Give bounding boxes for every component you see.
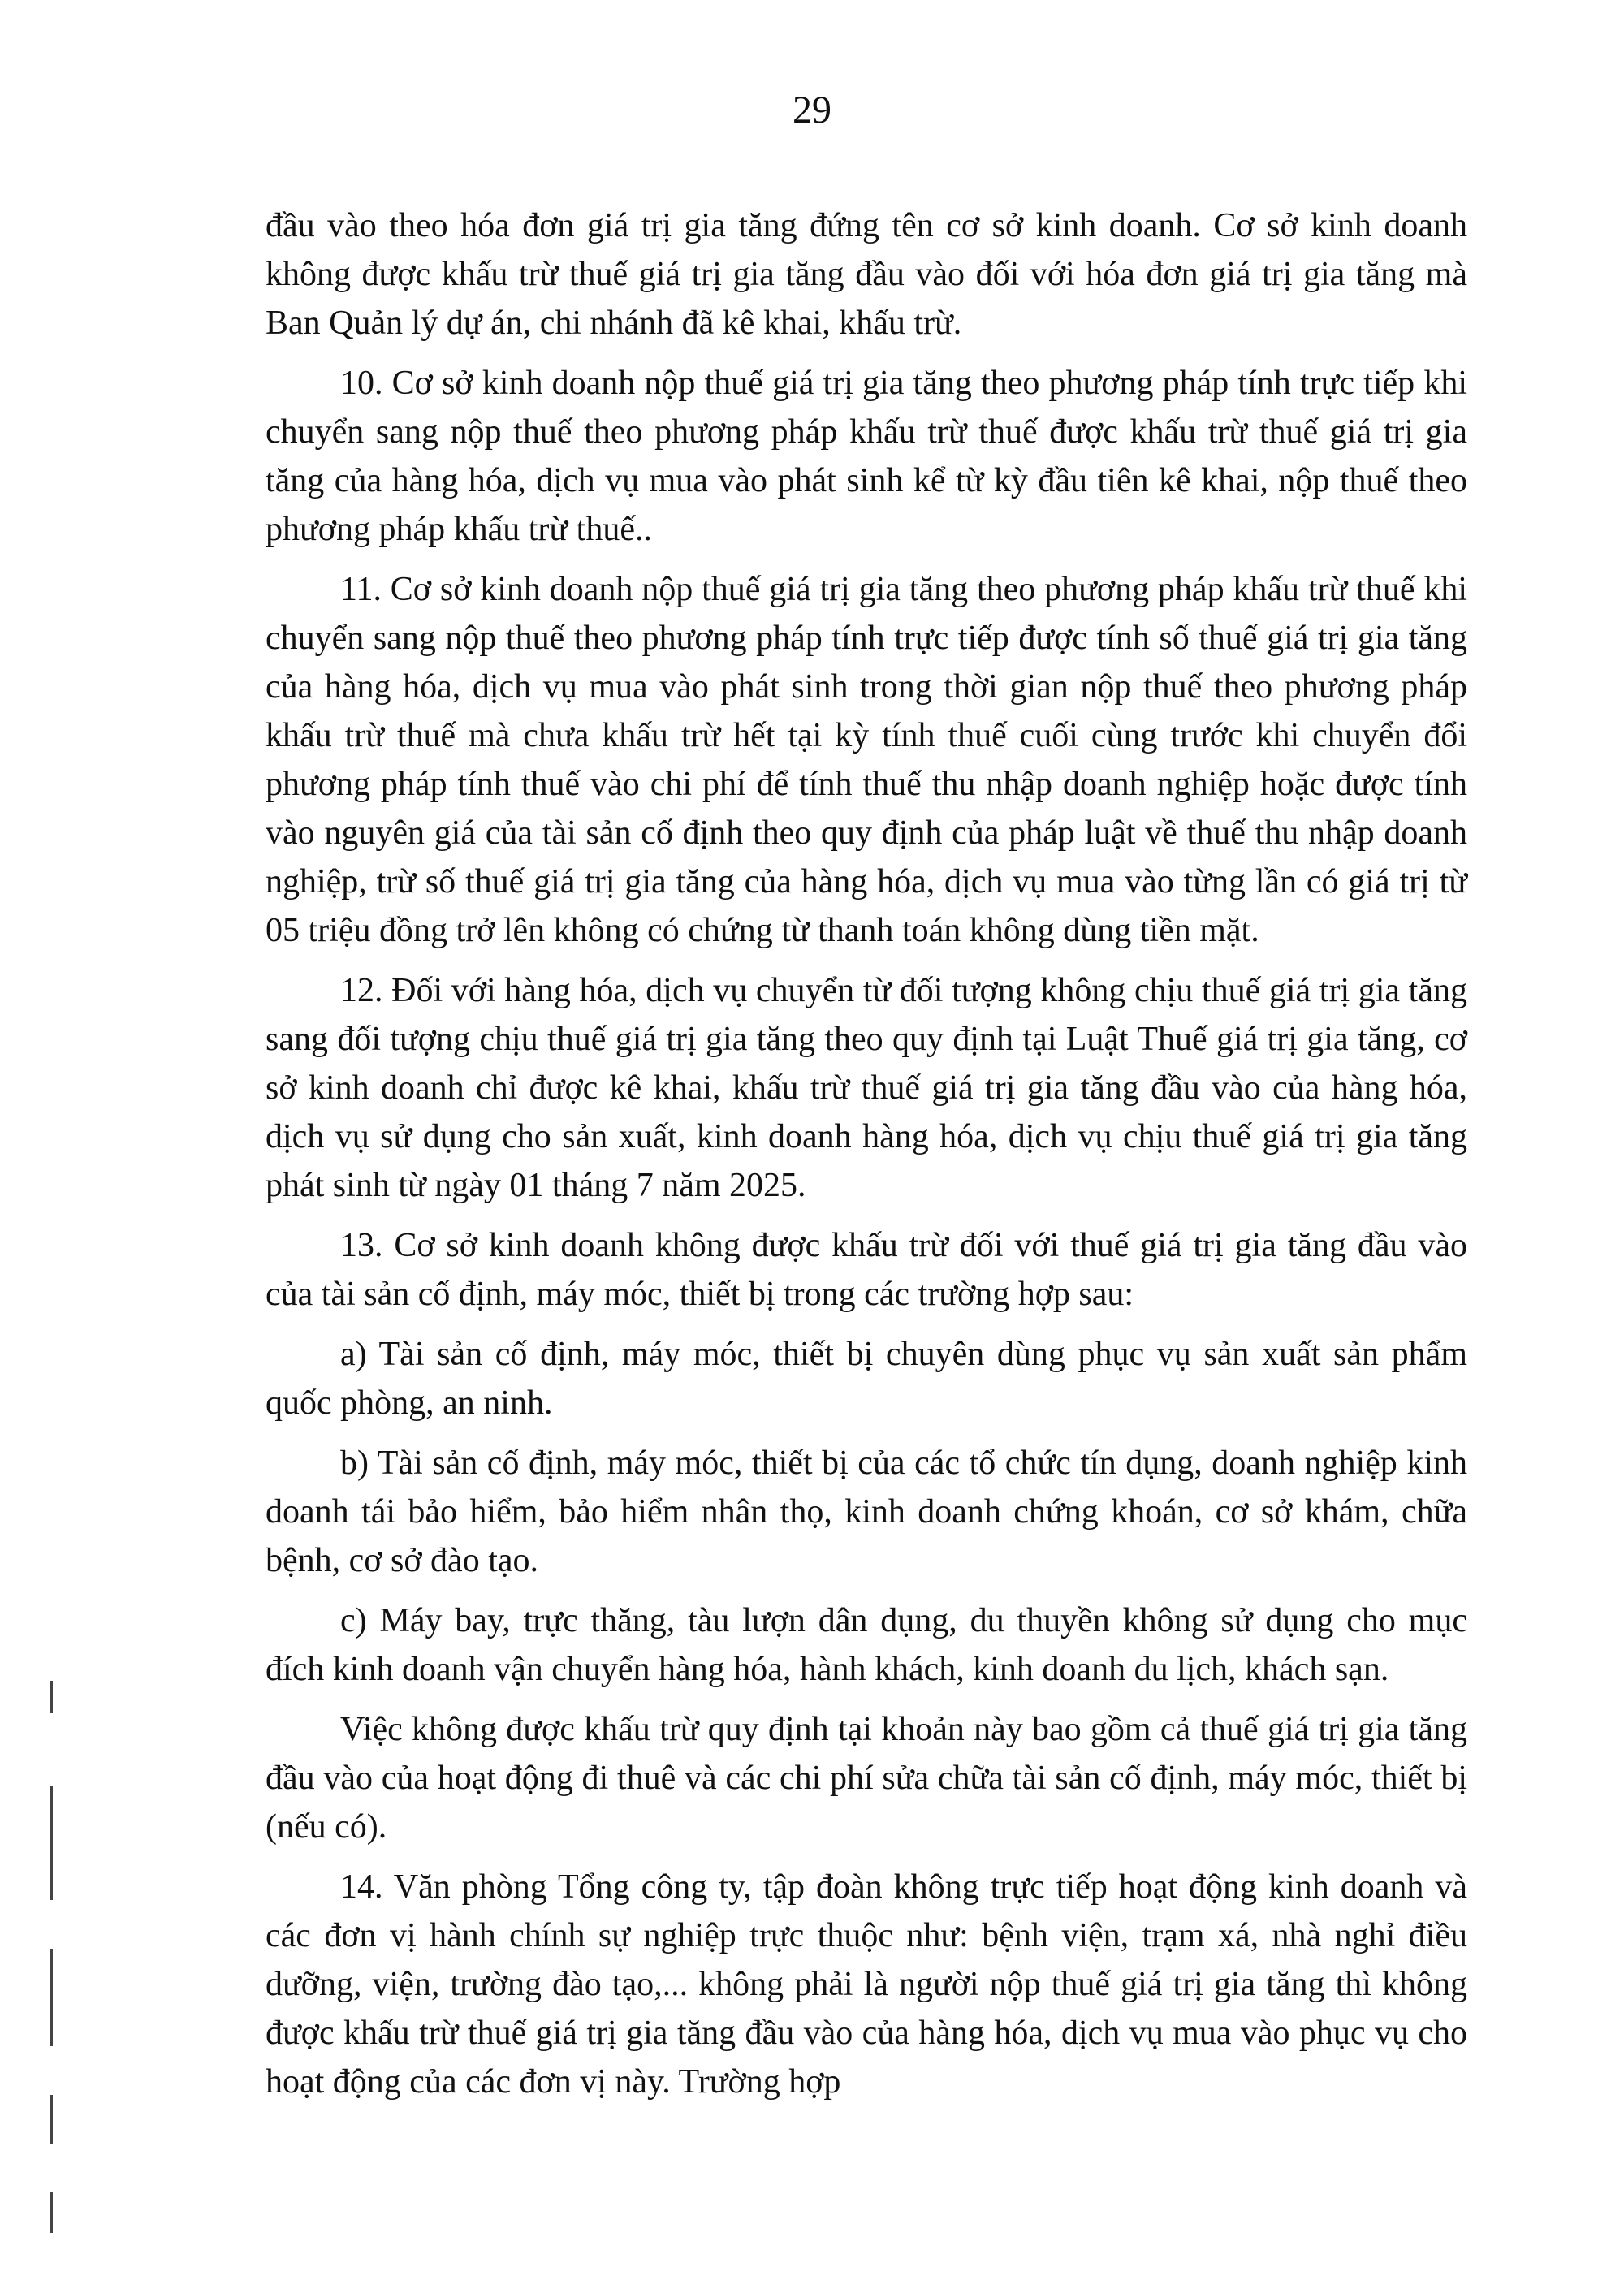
page-number: 29 [793,89,831,132]
scan-edge-mark [50,1949,53,2046]
scan-edge-mark [50,2095,53,2144]
scan-edge-mark [50,1681,53,1713]
paragraph-clause-13c: c) Máy bay, trực thăng, tàu lượn dân dụng, du thuyền không sử dụng cho mục đích kinh doanh vận chuyển hàng hóa, hành khách, kinh doanh du lịch, khách sạn. [266,1602,1467,1688]
paragraph-clause-11: 11. Cơ sở kinh doanh nộp thuế giá trị gia tăng theo phương pháp khấu trừ thuế khi chuyển sang nộp thuế theo phương pháp tính trực tiếp được tính số thuế giá trị gia tăng của hàng hóa, dịch vụ mua vào phát sinh trong thời gian nộp thuế theo phương pháp khấu trừ thuế mà chưa khấu trừ hết tại kỳ tính thuế cuối cùng trước khi chuyển đổi phương pháp tính thuế vào chi phí để tính thuế thu nhập doanh nghiệp hoặc được tính vào nguyên giá của tài sản cố định theo quy định của pháp luật về thuế thu nhập doanh nghiệp, trừ số thuế giá trị gia tăng của hàng hóa, dịch vụ mua vào từng lần có giá trị từ 05 triệu đồng trở lên không có chứng từ thanh toán không dùng tiền mặt. [266,571,1467,949]
paragraph-clause-10: 10. Cơ sở kinh doanh nộp thuế giá trị gia tăng theo phương pháp tính trực tiếp khi chuyển sang nộp thuế theo phương pháp khấu trừ thuế được khấu trừ thuế giá trị gia tăng của hàng hóa, dịch vụ mua vào phát sinh kể từ kỳ đầu tiên kê khai, nộp thuế theo phương pháp khấu trừ thuế.. [266,365,1467,548]
scan-edge-mark [50,2192,53,2233]
scan-edge-mark [50,1786,53,1900]
paragraph-continuation: đầu vào theo hóa đơn giá trị gia tăng đứng tên cơ sở kinh doanh. Cơ sở kinh doanh không được khấu trừ thuế giá trị gia tăng đầu vào đối với hóa đơn giá trị gia tăng mà Ban Quản lý dự án, chi nhánh đã kê khai, khấu trừ. [266,207,1467,342]
paragraph-clause-13b: b) Tài sản cố định, máy móc, thiết bị của các tổ chức tín dụng, doanh nghiệp kinh doanh tái bảo hiểm, bảo hiểm nhân thọ, kinh doanh chứng khoán, cơ sở khám, chữa bệnh, cơ sở đào tạo. [266,1444,1467,1579]
body-text [266,201,1467,2118]
paragraph-clause-13: 13. Cơ sở kinh doanh không được khấu trừ đối với thuế giá trị gia tăng đầu vào của tài sản cố định, máy móc, thiết bị trong các trường hợp sau: [266,1227,1467,1313]
paragraph-clause-13a: a) Tài sản cố định, máy móc, thiết bị chuyên dùng phục vụ sản xuất sản phẩm quốc phòng, an ninh. [266,1336,1467,1422]
paragraph-clause-13-note: Việc không được khấu trừ quy định tại khoản này bao gồm cả thuế giá trị gia tăng đầu vào của hoạt động đi thuê và các chi phí sửa chữa tài sản cố định, máy móc, thiết bị (nếu có). [266,1711,1467,1846]
paragraph-clause-14: 14. Văn phòng Tổng công ty, tập đoàn không trực tiếp hoạt động kinh doanh và các đơn vị hành chính sự nghiệp trực thuộc như: bệnh viện, trạm xá, nhà nghỉ điều dưỡng, viện, trường đào tạo,... không phải là người nộp thuế giá trị gia tăng thì không được khấu trừ thuế giá trị gia tăng đầu vào của hàng hóa, dịch vụ mua vào phục vụ cho hoạt động của các đơn vị này. Trường hợp [266,1868,1467,2101]
paragraph-clause-12: 12. Đối với hàng hóa, dịch vụ chuyển từ đối tượng không chịu thuế giá trị gia tăng sang đối tượng chịu thuế giá trị gia tăng theo quy định tại Luật Thuế giá trị gia tăng, cơ sở kinh doanh chỉ được kê khai, khấu trừ thuế giá trị gia tăng đầu vào của hàng hóa, dịch vụ sử dụng cho sản xuất, kinh doanh hàng hóa, dịch vụ chịu thuế giá trị gia tăng phát sinh từ ngày 01 tháng 7 năm 2025. [266,972,1467,1204]
